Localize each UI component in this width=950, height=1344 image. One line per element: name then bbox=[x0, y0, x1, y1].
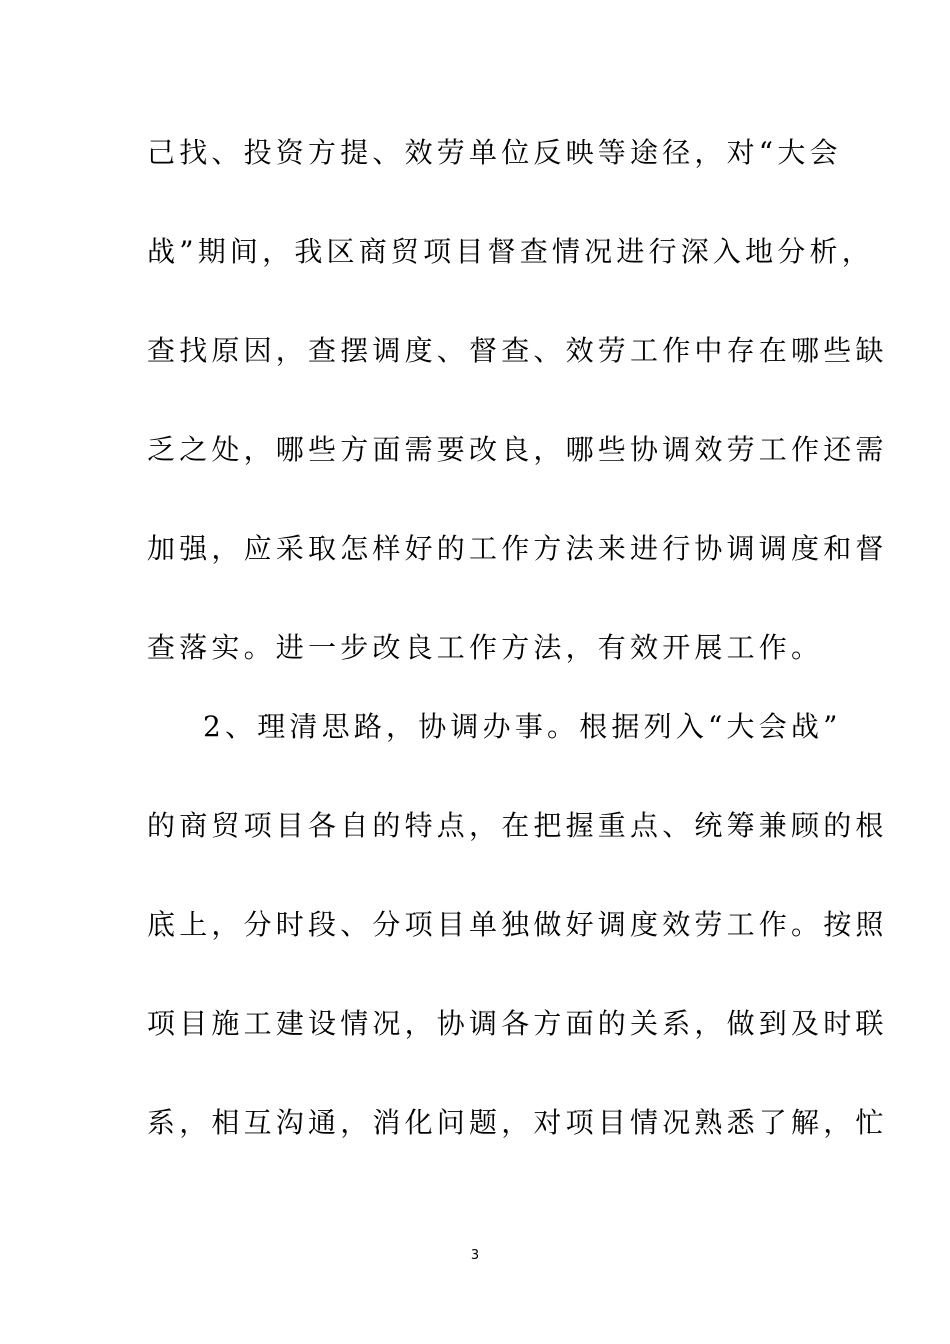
text-line: 战”期间，我区商贸项目督查情况进行深入地分析， bbox=[147, 235, 874, 268]
text-line: 系，相互沟通，消化问题，对项目情况熟悉了解，忙 bbox=[147, 1106, 888, 1139]
text-line: 加强，应采取怎样好的工作方法来进行协调调度和督 bbox=[147, 532, 888, 565]
page-number: 3 bbox=[470, 1248, 480, 1263]
text-line: 底上，分时段、分项目单独做好调度效劳工作。按照 bbox=[147, 908, 888, 941]
text-line: 查找原因，查摆调度、督查、效劳工作中存在哪些缺 bbox=[147, 334, 888, 367]
text-line: 的商贸项目各自的特点，在把握重点、统筹兼顾的根 bbox=[147, 809, 888, 842]
text-line: 查落实。进一步改良工作方法，有效开展工作。 bbox=[147, 631, 824, 664]
text-line: 己找、投资方提、效劳单位反映等途径，对“大会 bbox=[147, 136, 842, 169]
text-line: 项目施工建设情况，协调各方面的关系，做到及时联 bbox=[147, 1007, 888, 1040]
text-line: 乏之处，哪些方面需要改良，哪些协调效劳工作还需 bbox=[147, 433, 888, 466]
paragraph-start-line: 2、理清思路，协调办事。根据列入“大会战” bbox=[203, 710, 842, 743]
